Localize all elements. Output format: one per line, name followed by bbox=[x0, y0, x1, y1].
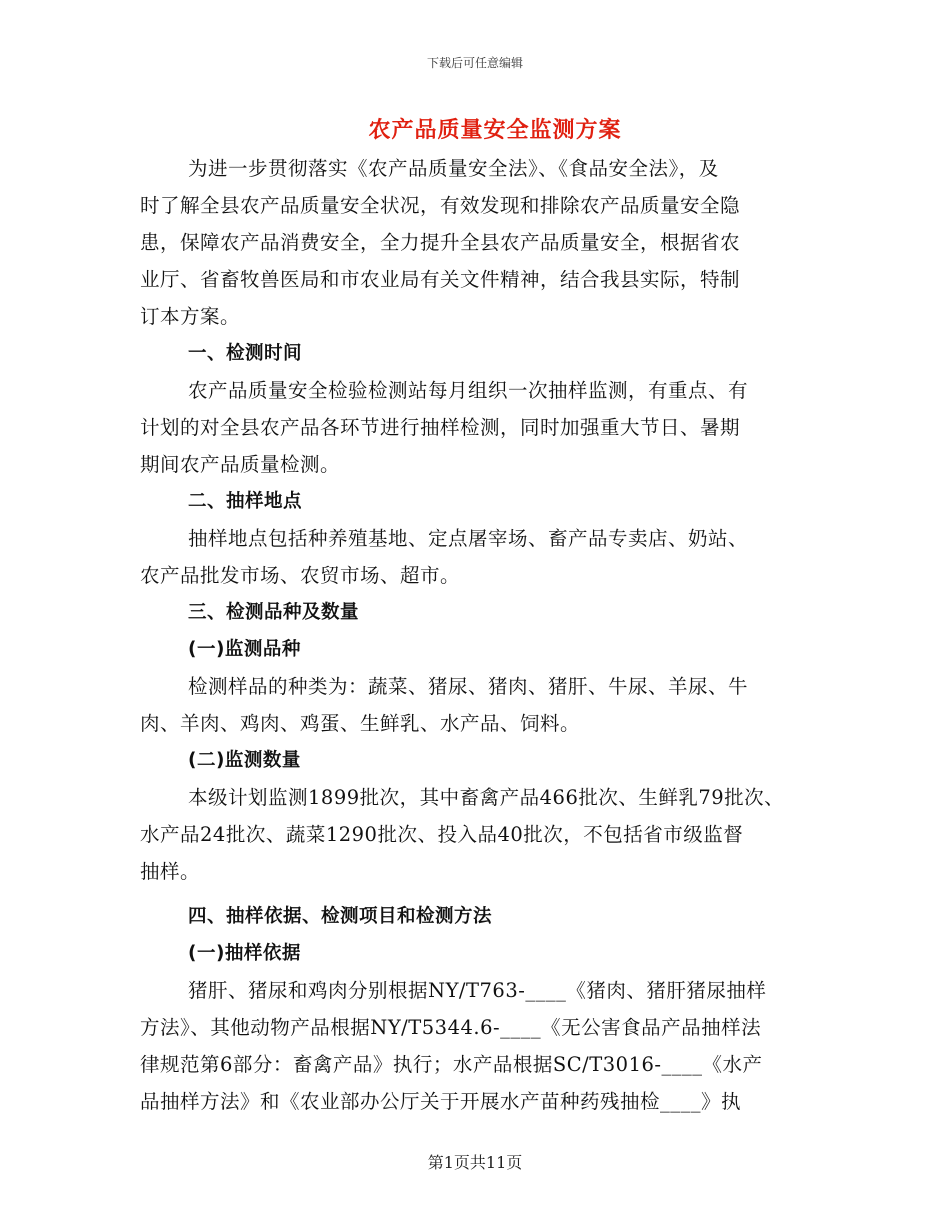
section-heading: 三、检测品种及数量 bbox=[188, 602, 360, 623]
text-line: 品抽样方法》和《农业部办公厅关于开展水产苗种药残抽检____》执 bbox=[140, 1090, 742, 1113]
section-heading: (一)抽样依据 bbox=[188, 943, 301, 964]
text-line: 订本方案。 bbox=[140, 305, 241, 328]
text-line: 业厅、省畜牧兽医局和市农业局有关文件精神，结合我县实际，特制 bbox=[140, 268, 741, 291]
text-line: 抽样地点包括种养殖基地、定点屠宰场、畜产品专卖店、奶站、 bbox=[188, 527, 749, 550]
document-body bbox=[140, 150, 830, 1120]
page-footer: 第1页共11页 bbox=[427, 1153, 523, 1172]
text-line: 时了解全县农产品质量安全状况，有效发现和排除农产品质量安全隐 bbox=[140, 194, 741, 217]
text-line: 水产品24批次、蔬菜1290批次、投入品40批次，不包括省市级监督 bbox=[140, 823, 744, 846]
section-heading: 二、抽样地点 bbox=[188, 491, 303, 512]
section-heading: 一、检测时间 bbox=[188, 343, 303, 364]
text-line: 本级计划监测1899批次，其中畜禽产品466批次、生鲜乳79批次、 bbox=[188, 786, 785, 809]
header-note: 下载后可任意编辑 bbox=[426, 56, 523, 70]
text-line: 农产品批发市场、农贸市场、超市。 bbox=[140, 564, 461, 587]
text-line: 方法》、其他动物产品根据NY/T5344.6-____《无公害食品产品抽样法 bbox=[140, 1016, 762, 1039]
text-line: 猪肝、猪尿和鸡肉分别根据NY/T763-____《猪肉、猪肝猪尿抽样 bbox=[188, 979, 767, 1002]
section-heading: (二)监测数量 bbox=[188, 750, 301, 771]
document-title: 农产品质量安全监测方案 bbox=[368, 117, 622, 143]
text-line: 为进一步贯彻落实《农产品质量安全法》、《食品安全法》，及 bbox=[188, 157, 719, 180]
text-line: 肉、羊肉、鸡肉、鸡蛋、生鲜乳、水产品、饲料。 bbox=[140, 712, 581, 735]
section-heading: (一)监测品种 bbox=[188, 639, 301, 660]
text-line: 农产品质量安全检验检测站每月组织一次抽样监测，有重点、有 bbox=[188, 379, 749, 402]
text-line: 律规范第6部分：畜禽产品》执行；水产品根据SC/T3016-____《水产 bbox=[140, 1053, 763, 1076]
text-line: 检测样品的种类为：蔬菜、猪尿、猪肉、猪肝、牛尿、羊尿、牛 bbox=[188, 675, 749, 698]
text-line: 计划的对全县农产品各环节进行抽样检测，同时加强重大节日、暑期 bbox=[140, 416, 741, 439]
section-heading: 四、抽样依据、检测项目和检测方法 bbox=[188, 906, 493, 927]
text-line: 患，保障农产品消费安全，全力提升全县农产品质量安全，根据省农 bbox=[140, 231, 741, 254]
paragraph-gap bbox=[140, 890, 830, 898]
text-line: 期间农产品质量检测。 bbox=[140, 453, 341, 476]
text-line: 抽样。 bbox=[140, 860, 201, 883]
